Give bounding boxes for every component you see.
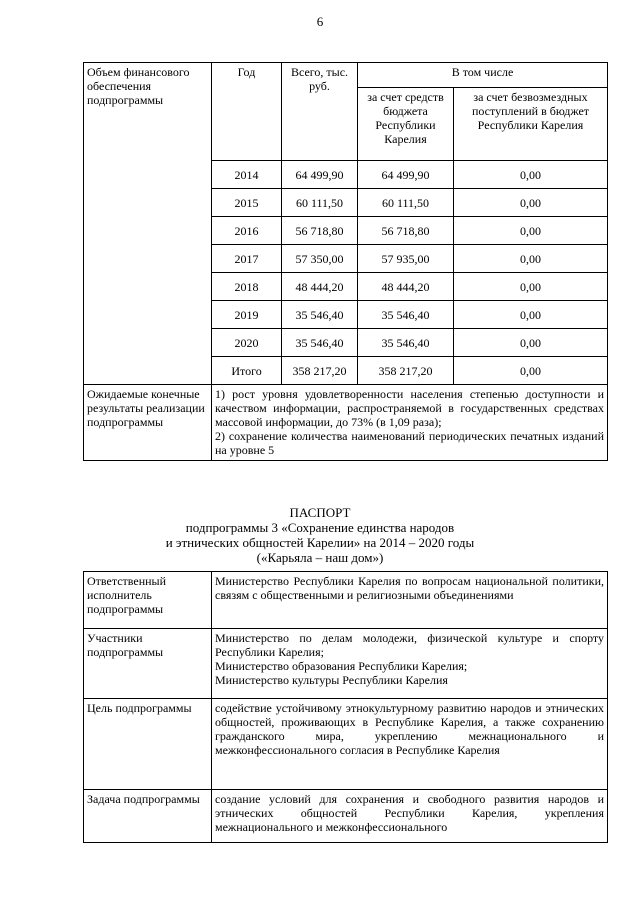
results-item-2: 2) сохранение количества наименований периодических печатных изданий на уровне 5 bbox=[215, 429, 604, 457]
col-year-header: Год bbox=[212, 63, 282, 161]
passport-row-text: Министерство образования Республики Карелия; bbox=[215, 659, 468, 673]
col-including-header: В том числе bbox=[358, 63, 608, 88]
total-cell: 48 444,20 bbox=[282, 273, 358, 301]
passport-row-label: Ответственный исполнитель подпрограммы bbox=[84, 572, 212, 629]
year-cell: 2020 bbox=[212, 329, 282, 357]
passport-line-1: подпрограммы 3 «Сохранение единства народов bbox=[185, 520, 455, 535]
passport-row bbox=[84, 790, 608, 843]
passport-row-label: Участники подпрограммы bbox=[84, 629, 212, 699]
budget-cell: 358 217,20 bbox=[358, 357, 454, 385]
free-cell: 0,00 bbox=[454, 357, 608, 385]
passport-heading bbox=[0, 505, 640, 565]
col-total-header: Всего, тыс. руб. bbox=[282, 63, 358, 161]
budget-cell: 57 935,00 bbox=[358, 245, 454, 273]
year-cell: 2018 bbox=[212, 273, 282, 301]
passport-row bbox=[84, 572, 608, 629]
total-cell: 358 217,20 bbox=[282, 357, 358, 385]
free-cell: 0,00 bbox=[454, 329, 608, 357]
budget-cell: 35 546,40 bbox=[358, 329, 454, 357]
total-cell: 57 350,00 bbox=[282, 245, 358, 273]
total-cell: 60 111,50 bbox=[282, 189, 358, 217]
free-cell: 0,00 bbox=[454, 245, 608, 273]
passport-row bbox=[84, 699, 608, 790]
passport-title: ПАСПОРТ bbox=[289, 505, 351, 520]
results-label: Ожидаемые конечные результаты реализации подпрограммы bbox=[84, 385, 212, 461]
passport-row-text: Министерство по делам молодежи, физической культуре и спорту Республики Карелия; bbox=[215, 631, 604, 659]
col-budget-header: за счет средств бюджета Республики Карелия bbox=[358, 88, 454, 161]
year-cell: 2015 bbox=[212, 189, 282, 217]
year-cell: 2017 bbox=[212, 245, 282, 273]
passport-table bbox=[83, 571, 608, 843]
free-cell: 0,00 bbox=[454, 301, 608, 329]
year-cell: 2019 bbox=[212, 301, 282, 329]
year-cell: Итого bbox=[212, 357, 282, 385]
passport-row-text: содействие устойчивому этнокультурному развитию народов и этнических общностей, проживающих в Республике Карелия, а также сохранению гражданского мира, укреплению межнационального и межконфессионального согласия в Республике Карелия bbox=[215, 701, 604, 757]
total-cell: 56 718,80 bbox=[282, 217, 358, 245]
free-cell: 0,00 bbox=[454, 161, 608, 189]
col-free-header: за счет безвозмездных поступлений в бюджет Республики Карелия bbox=[454, 88, 608, 161]
passport-row-text: Министерство культуры Республики Карелия bbox=[215, 673, 448, 687]
budget-cell: 64 499,90 bbox=[358, 161, 454, 189]
passport-row bbox=[84, 629, 608, 699]
passport-row-label: Задача подпрограммы bbox=[84, 790, 212, 843]
passport-row-text: создание условий для сохранения и свободного развития народов и этнических общностей Республики Карелия, укрепления межнационального и межконфессионального bbox=[215, 792, 604, 834]
free-cell: 0,00 bbox=[454, 273, 608, 301]
budget-cell: 48 444,20 bbox=[358, 273, 454, 301]
year-cell: 2014 bbox=[212, 161, 282, 189]
free-cell: 0,00 bbox=[454, 217, 608, 245]
budget-cell: 60 111,50 bbox=[358, 189, 454, 217]
free-cell: 0,00 bbox=[454, 189, 608, 217]
finance-table bbox=[83, 62, 608, 461]
budget-cell: 35 546,40 bbox=[358, 301, 454, 329]
finance-row-label: Объем финансового обеспечения подпрограммы bbox=[84, 63, 212, 385]
passport-row-text: Министерство Республики Карелия по вопросам национальной политики, связям с общественными и религиозными объединениями bbox=[215, 574, 604, 602]
passport-line-2: и этнических общностей Карелии» на 2014 – 2020 годы bbox=[165, 535, 475, 550]
year-cell: 2016 bbox=[212, 217, 282, 245]
budget-cell: 56 718,80 bbox=[358, 217, 454, 245]
total-cell: 64 499,90 bbox=[282, 161, 358, 189]
page-number: 6 bbox=[316, 14, 324, 29]
results-item-1: 1) рост уровня удовлетворенности населения степенью доступности и качеством информации, распространяемой в государственных средствах массовой информации, до 73% (в 1,09 раза); bbox=[215, 387, 604, 429]
passport-row-label: Цель подпрограммы bbox=[84, 699, 212, 790]
passport-line-3: («Карьяла – наш дом») bbox=[256, 550, 384, 565]
total-cell: 35 546,40 bbox=[282, 329, 358, 357]
total-cell: 35 546,40 bbox=[282, 301, 358, 329]
